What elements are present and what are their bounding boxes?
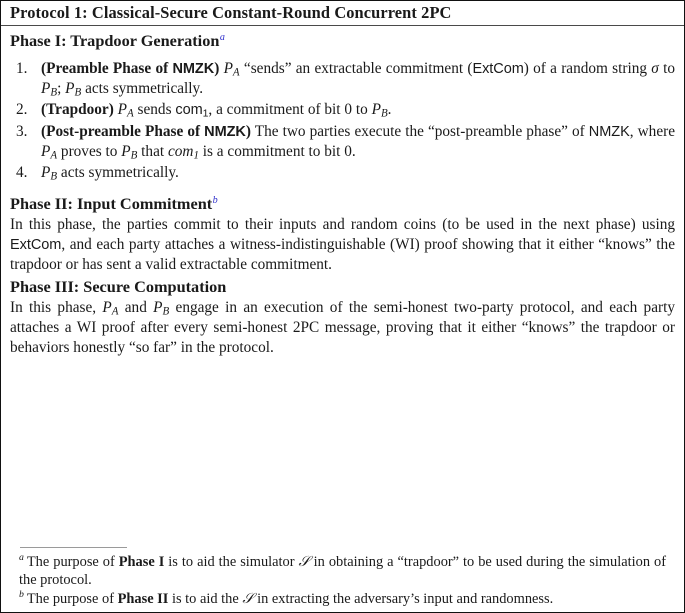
footnote-a-mark: a xyxy=(19,551,24,563)
nmzk-token: NMZK xyxy=(172,60,215,77)
simulator-symbol: 𝒮 xyxy=(298,553,310,570)
party-b-symbol: $P_B$ xyxy=(41,79,58,99)
party-a-symbol: $P_A$ xyxy=(41,142,58,162)
footnote-b: $^b$ The purpose of Phase II is to aid the 𝒮 in extracting the adversary’s input and randomness. xyxy=(19,589,554,608)
party-b-symbol: $P_B$ xyxy=(65,79,82,99)
step-text: (Preamble Phase of NMZK) $P_A$ “sends” an extractable commitment (ExtCom) of a random string σ to $P_B$; $P_B$ acts symmetrically. xyxy=(41,59,676,99)
extcom-token: ExtCom xyxy=(10,236,62,253)
step-number: 3. xyxy=(16,122,28,140)
phase-1-heading xyxy=(10,31,675,51)
list-item xyxy=(10,122,675,162)
step-text: (Trapdoor) $P_A$ sends com$_1$, a commitment of bit 0 to $P_B$. xyxy=(41,101,392,120)
simulator-symbol: 𝒮 xyxy=(242,591,254,608)
phase-2-footnote-ref[interactable]: b xyxy=(212,194,218,206)
list-item xyxy=(10,100,675,120)
phase-2-heading xyxy=(10,194,675,214)
protocol-title: Protocol 1: Classical-Secure Constant-Round Concurrent 2PC xyxy=(1,1,684,26)
phase-1-heading-text: Phase I: Trapdoor Generation xyxy=(10,31,220,51)
phase-2-body: In this phase, the parties commit to their inputs and random coins (to be used in the next phase) using ExtCom, and each party attaches a witness-indistinguishable (WI) proof showing that it either “knows” the trapdoor or has sent a valid extractable commitment. xyxy=(10,215,675,273)
party-a-symbol: $P_A$ xyxy=(223,59,240,79)
phase-3-body: In this phase, $P_A$ and $P_B$ engage in an execution of the semi-honest two-party protocol, and each party attaches a WI proof after every semi-honest 2PC message, proving that it either “knows” the trapdoor or behaviors honestly “so far” in the protocol. xyxy=(10,298,675,357)
nmzk-token: NMZK xyxy=(204,123,246,140)
phase-2-reference: Phase II xyxy=(117,591,169,608)
party-b-symbol: $P_B$ xyxy=(121,142,138,162)
step-text: (Post-preamble Phase of NMZK) The two parties execute the “post-preamble phase” of NMZK, where $P_A$ proves to $P_B$ that com$_1$ is a commitment to bit 0. xyxy=(41,122,675,162)
extcom-token: ExtCom xyxy=(472,60,524,77)
list-item xyxy=(10,59,675,99)
step-number: 4. xyxy=(16,164,28,182)
step-label: (Trapdoor) xyxy=(41,101,114,119)
protocol-body xyxy=(1,26,684,612)
step-number: 2. xyxy=(16,101,28,119)
step-label: (Post-preamble Phase of NMZK) xyxy=(41,122,251,140)
phase-3-heading xyxy=(10,277,675,297)
party-b-symbol: $P_B$ xyxy=(41,164,58,184)
phase-2-heading-text: Phase II: Input Commitment xyxy=(10,193,213,213)
com-italic-token: com$_1$ xyxy=(167,142,199,162)
sigma-symbol: σ xyxy=(651,59,659,77)
step-text: $P_B$ acts symmetrically. xyxy=(41,164,179,184)
phase-1-step-list xyxy=(10,59,675,185)
phase-1-reference: Phase I xyxy=(118,553,165,570)
phase-3-heading-text: Phase III: Secure Computation xyxy=(10,277,227,297)
step-label: (Preamble Phase of NMZK) xyxy=(41,59,220,77)
footnote-a: $^a$ The purpose of Phase I is to aid the simulator 𝒮 in obtaining a “trapdoor” to be used during the simulation of the protocol. xyxy=(19,551,666,589)
list-item xyxy=(10,163,675,183)
party-a-symbol: $P_A$ xyxy=(117,101,134,120)
footnote-rule xyxy=(20,547,127,548)
footnote-b-mark: b xyxy=(19,589,24,601)
party-b-symbol: $P_B$ xyxy=(371,101,388,120)
party-a-symbol: $P_A$ xyxy=(102,298,119,318)
party-b-symbol: $P_B$ xyxy=(153,298,170,318)
footnote-zone xyxy=(10,547,675,612)
nmzk-token: NMZK xyxy=(588,123,630,140)
phase-1-footnote-ref[interactable]: a xyxy=(219,32,225,44)
com-token: com$_1$ xyxy=(175,102,209,120)
step-number: 1. xyxy=(16,59,28,77)
